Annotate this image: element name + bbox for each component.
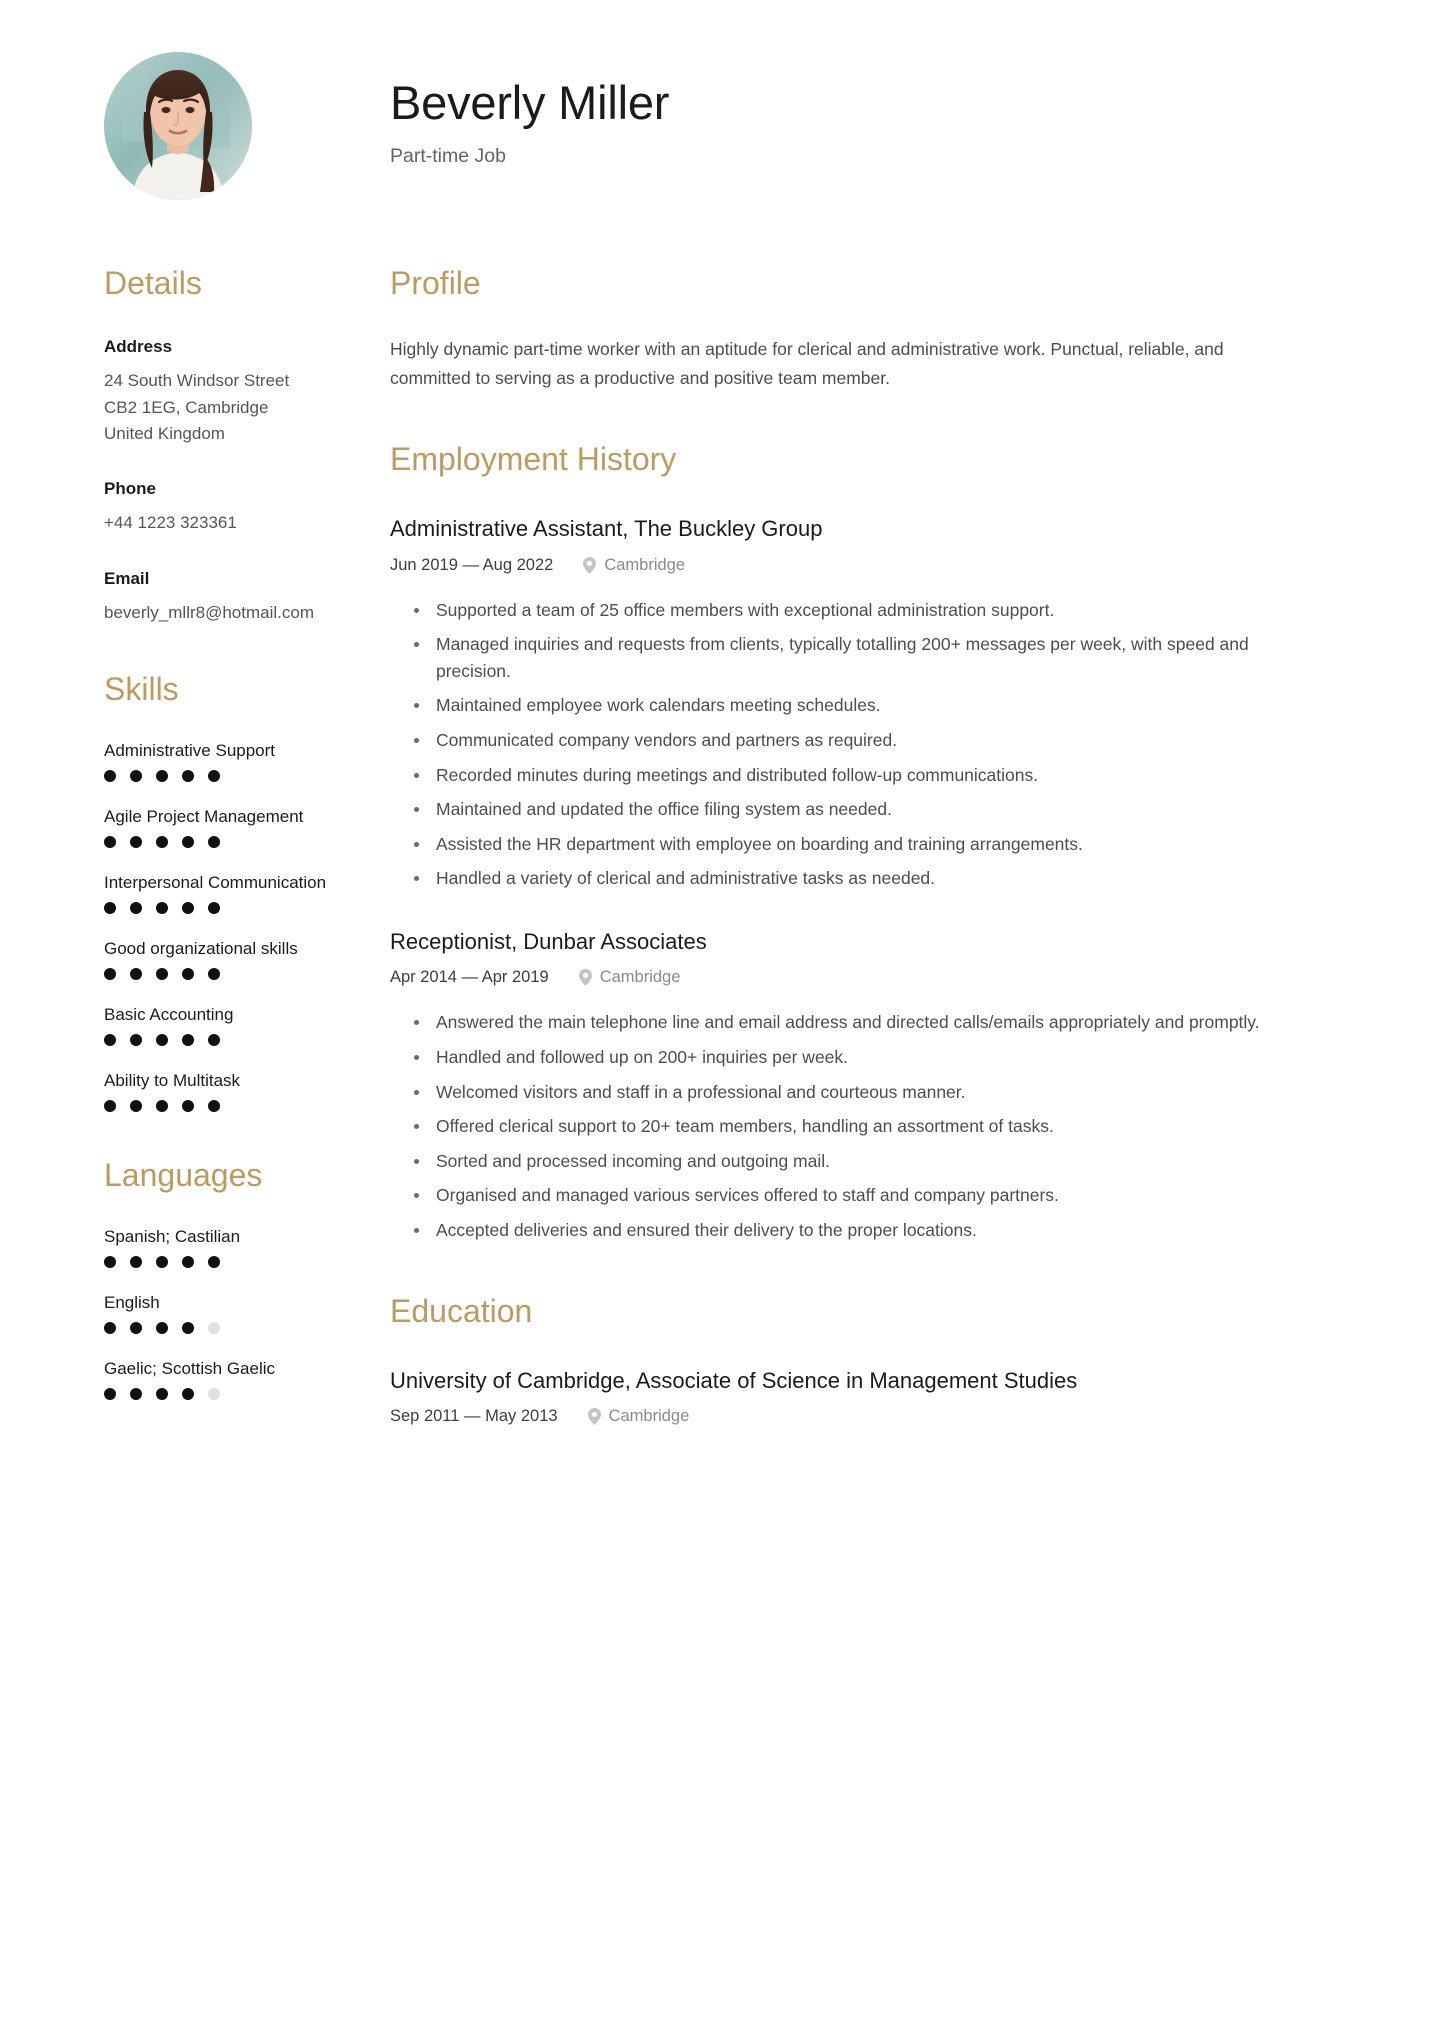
details-heading: Details xyxy=(104,265,202,301)
rating-dot-filled xyxy=(104,1388,116,1400)
rating-dot-filled xyxy=(130,968,142,980)
bullet-item: Assisted the HR department with employee on boarding and training arrangements. xyxy=(436,831,1270,858)
entry-dates: Sep 2011 — May 2013 xyxy=(390,1407,558,1426)
rated-item-label: Administrative Support xyxy=(104,741,276,761)
entry-title: Receptionist, Dunbar Associates xyxy=(390,928,707,954)
main-content xyxy=(390,266,1440,1426)
address-line-2: CB2 1EG, Cambridge xyxy=(104,397,269,417)
timeline-entry xyxy=(390,515,1330,892)
rating-dots xyxy=(104,836,366,848)
profile-section xyxy=(390,266,1330,392)
rating-dots xyxy=(104,770,366,782)
entry-location-label: Cambridge xyxy=(599,968,681,987)
rating-dot-filled xyxy=(156,770,168,782)
avatar-column xyxy=(0,52,390,200)
rating-dot-filled xyxy=(156,1388,168,1400)
rated-item-label: Spanish; Castilian xyxy=(104,1227,241,1247)
bullet-item: Recorded minutes during meetings and distributed follow-up communications. xyxy=(436,762,1270,789)
rated-item xyxy=(104,1071,366,1112)
rating-dot-filled xyxy=(130,1388,142,1400)
rating-dot-filled xyxy=(208,1100,220,1112)
entry-bullets xyxy=(390,1009,1270,1243)
bullet-item: Answered the main telephone line and email address and directed calls/emails appropriately and promptly. xyxy=(436,1009,1270,1036)
rating-dot-filled xyxy=(208,770,220,782)
rated-item xyxy=(104,873,366,914)
rating-dots xyxy=(104,1100,366,1112)
entry-dates: Jun 2019 — Aug 2022 xyxy=(390,555,554,574)
entry-title: Administrative Assistant, The Buckley Group xyxy=(390,516,823,542)
entry-bullets xyxy=(390,597,1270,892)
rating-dot-filled xyxy=(130,836,142,848)
rating-dot-filled xyxy=(104,770,116,782)
rating-dot-filled xyxy=(130,1256,142,1268)
rated-item xyxy=(104,1359,366,1400)
entry-location xyxy=(588,1407,690,1426)
employment-section xyxy=(390,442,1330,1244)
bullet-item: Organised and managed various services offered to staff and company partners. xyxy=(436,1182,1270,1209)
bullet-item: Maintained employee work calendars meeting schedules. xyxy=(436,692,1270,719)
rated-item xyxy=(104,741,366,782)
rating-dot-filled xyxy=(156,836,168,848)
education-entries xyxy=(390,1367,1330,1427)
rating-dots xyxy=(104,1256,366,1268)
rating-dots xyxy=(104,1034,366,1046)
rating-dot-filled xyxy=(104,902,116,914)
profile-photo-icon xyxy=(104,52,252,200)
rated-item xyxy=(104,939,366,980)
rated-item-label: Agile Project Management xyxy=(104,807,304,827)
rated-item xyxy=(104,1005,366,1046)
rating-dot-filled xyxy=(104,1100,116,1112)
detail-label: Phone xyxy=(104,479,156,499)
rating-dot-filled xyxy=(130,1322,142,1334)
rating-dot-filled xyxy=(208,968,220,980)
languages-list xyxy=(104,1227,366,1400)
rating-dots xyxy=(104,1388,366,1400)
bullet-item: Accepted deliveries and ensured their delivery to the proper locations. xyxy=(436,1217,1270,1244)
detail-value xyxy=(104,368,366,447)
rating-dot-filled xyxy=(208,836,220,848)
rating-dot-filled xyxy=(182,902,194,914)
phone-value[interactable]: +44 1223 323361 xyxy=(104,513,237,533)
avatar xyxy=(104,52,252,200)
rated-item xyxy=(104,1227,366,1268)
rating-dot-filled xyxy=(156,902,168,914)
address-line-3: United Kingdom xyxy=(104,423,225,443)
languages-section xyxy=(104,1158,366,1400)
employment-heading: Employment History xyxy=(390,440,677,477)
rating-dot-filled xyxy=(130,902,142,914)
detail-group-email xyxy=(104,569,366,626)
bullet-item: Sorted and processed incoming and outgoing mail. xyxy=(436,1148,1270,1175)
detail-group-phone xyxy=(104,479,366,536)
rating-dot-filled xyxy=(156,968,168,980)
bullet-item: Handled a variety of clerical and administrative tasks as needed. xyxy=(436,865,1270,892)
map-pin-icon xyxy=(583,557,596,574)
rating-dot-empty xyxy=(208,1322,220,1334)
rating-dot-filled xyxy=(182,1322,194,1334)
rating-dots xyxy=(104,968,366,980)
bullet-item: Managed inquiries and requests from clients, typically totalling 200+ messages per week, with speed and precision. xyxy=(436,631,1270,684)
bullet-item: Communicated company vendors and partners as required. xyxy=(436,727,1270,754)
entry-meta xyxy=(390,556,1330,575)
details-section xyxy=(104,266,366,626)
entry-dates: Apr 2014 — Apr 2019 xyxy=(390,968,549,987)
rating-dot-filled xyxy=(156,1322,168,1334)
rating-dot-filled xyxy=(208,1034,220,1046)
rating-dot-filled xyxy=(130,770,142,782)
details-groups xyxy=(104,337,366,626)
email-value[interactable]: beverly_mllr8@hotmail.com xyxy=(104,602,314,622)
skills-heading: Skills xyxy=(104,670,179,707)
entry-location-label: Cambridge xyxy=(608,1407,690,1426)
rating-dot-filled xyxy=(208,1256,220,1268)
rating-dot-filled xyxy=(130,1034,142,1046)
entry-location xyxy=(579,968,681,987)
entry-location-label: Cambridge xyxy=(604,555,686,574)
sidebar xyxy=(0,266,390,1400)
rated-item xyxy=(104,1293,366,1334)
bullet-item: Supported a team of 25 office members with exceptional administration support. xyxy=(436,597,1270,624)
profile-heading: Profile xyxy=(390,265,481,301)
map-pin-icon xyxy=(588,1408,601,1425)
rating-dot-filled xyxy=(182,968,194,980)
resume-body xyxy=(0,200,1440,1426)
rated-item-label: English xyxy=(104,1293,160,1313)
skills-section xyxy=(104,672,366,1112)
rating-dot-filled xyxy=(104,1034,116,1046)
rating-dots xyxy=(104,902,366,914)
resume-header xyxy=(0,0,1440,200)
bullet-item: Maintained and updated the office filing system as needed. xyxy=(436,796,1270,823)
skills-list xyxy=(104,741,366,1112)
rated-item-label: Interpersonal Communication xyxy=(104,873,327,893)
page-title: Beverly Miller xyxy=(390,76,670,129)
rating-dot-filled xyxy=(182,770,194,782)
rating-dot-filled xyxy=(182,836,194,848)
timeline-entry xyxy=(390,1367,1330,1427)
bullet-item: Handled and followed up on 200+ inquiries per week. xyxy=(436,1044,1270,1071)
rating-dot-filled xyxy=(130,1100,142,1112)
rating-dots xyxy=(104,1322,366,1334)
detail-label: Email xyxy=(104,568,150,588)
rating-dot-filled xyxy=(208,902,220,914)
rated-item xyxy=(104,807,366,848)
timeline-entry xyxy=(390,928,1330,1244)
bullet-item: Welcomed visitors and staff in a professional and courteous manner. xyxy=(436,1079,1270,1106)
rating-dot-filled xyxy=(104,836,116,848)
rating-dot-filled xyxy=(156,1034,168,1046)
employment-entries xyxy=(390,515,1330,1244)
rating-dot-filled xyxy=(156,1256,168,1268)
entry-meta xyxy=(390,968,1330,987)
rating-dot-filled xyxy=(182,1100,194,1112)
entry-title: University of Cambridge, Associate of Science in Management Studies xyxy=(390,1367,1078,1393)
rating-dot-filled xyxy=(104,968,116,980)
rated-item-label: Gaelic; Scottish Gaelic xyxy=(104,1359,276,1379)
rating-dot-filled xyxy=(182,1388,194,1400)
rated-item-label: Basic Accounting xyxy=(104,1005,234,1025)
languages-heading: Languages xyxy=(104,1157,263,1194)
rating-dot-empty xyxy=(208,1388,220,1400)
rating-dot-filled xyxy=(182,1256,194,1268)
address-line-1: 24 South Windsor Street xyxy=(104,371,290,391)
education-section xyxy=(390,1294,1330,1427)
detail-group-address xyxy=(104,337,366,447)
rated-item-label: Ability to Multitask xyxy=(104,1071,241,1091)
rated-item-label: Good organizational skills xyxy=(104,939,298,959)
profile-text: Highly dynamic part-time worker with an aptitude for clerical and administrative work. Punctual, reliable, and committed to serving as a productive and positive team member. xyxy=(390,339,1224,388)
detail-label: Address xyxy=(104,337,173,357)
header-text xyxy=(390,52,669,168)
rating-dot-filled xyxy=(156,1100,168,1112)
job-title: Part-time Job xyxy=(390,145,506,168)
entry-location xyxy=(583,556,685,575)
rating-dot-filled xyxy=(104,1322,116,1334)
entry-meta xyxy=(390,1407,1330,1426)
rating-dot-filled xyxy=(182,1034,194,1046)
map-pin-icon xyxy=(579,969,592,986)
bullet-item: Offered clerical support to 20+ team members, handling an assortment of tasks. xyxy=(436,1113,1270,1140)
education-heading: Education xyxy=(390,1292,533,1329)
rating-dot-filled xyxy=(104,1256,116,1268)
